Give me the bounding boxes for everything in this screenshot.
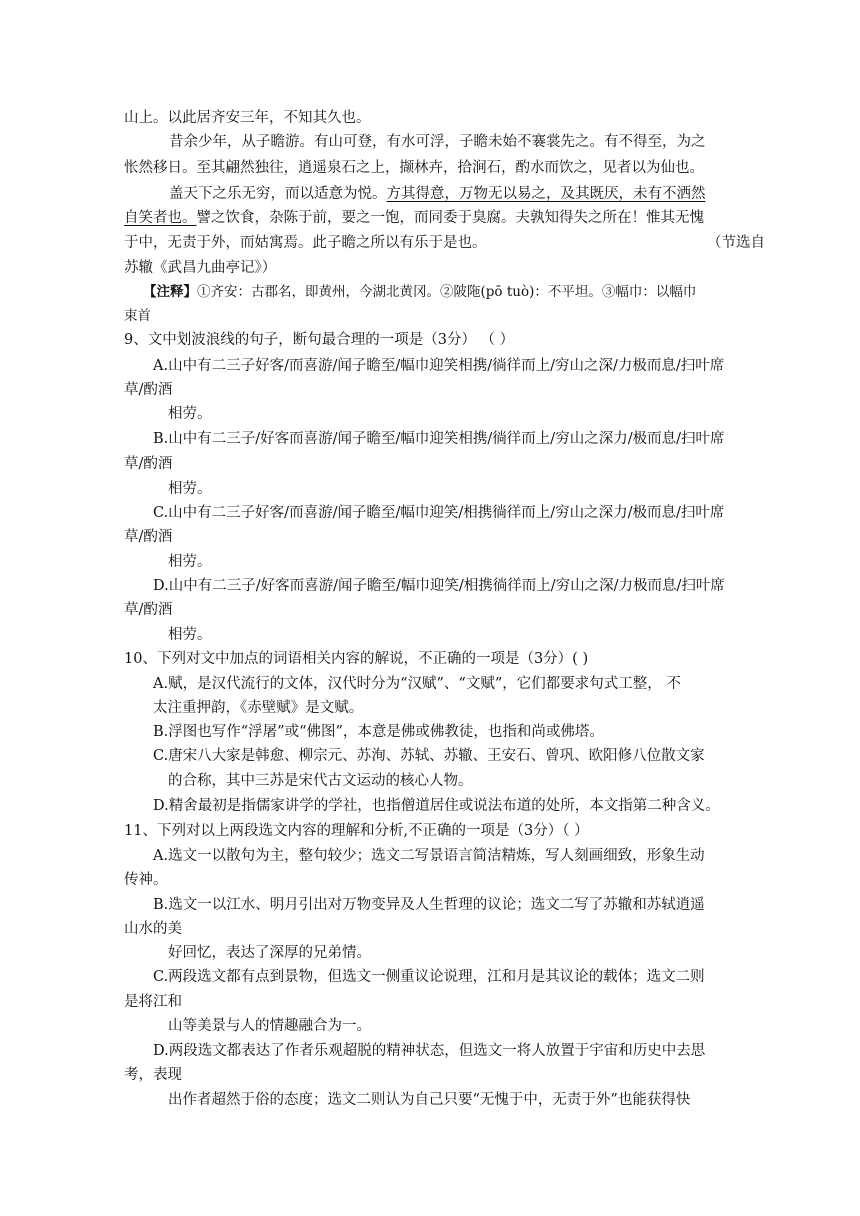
question-9-stem: 9、文中划波浪线的句子，断句最合理的一项是（3分） （ ） xyxy=(124,332,515,348)
q9-option-a-cont: 相劳。 xyxy=(168,406,212,422)
q10-option-a-cont: 太注重押韵，《赤壁赋》是文赋。 xyxy=(153,700,364,716)
passage-line: 于中，无责于外，而姑寓焉。此子瞻之所以有乐于是也。 xyxy=(124,235,487,251)
annotation-text: ①齐安：古郡名，即黄州，今湖北黄冈。②陂陁(pō tuò)：不平坦。③幅巾：以幅巾 xyxy=(197,284,697,300)
q11-option-d-cont: 考，表现 xyxy=(124,1067,182,1083)
annotation-line: 束首 xyxy=(124,308,151,324)
source-note: （节选自 xyxy=(707,235,765,251)
q11-option-c-cont: 山等美景与人的情趣融合为一。 xyxy=(168,1018,371,1034)
q11-option-b-cont: 山水的美 xyxy=(124,921,182,937)
q11-option-d-cont: 出作者超然于俗的态度；选文二则认为自己只要“无愧于中，无责于外”也能获得快 xyxy=(168,1092,691,1108)
q9-option-b-cont: 草/酌酒 xyxy=(124,456,173,472)
q11-option-b-cont: 好回忆，表达了深厚的兄弟情。 xyxy=(168,945,371,961)
annotation-line xyxy=(143,282,696,302)
passage-line: 昔余少年，从子瞻游。有山可登，有水可浮，子瞻未始不褰裳先之。有不得至，为之 xyxy=(169,134,706,150)
q11-option-b: B.选文一以江水、明月引出对万物变异及人生哲理的议论；选文二写了苏辙和苏轼逍遥 xyxy=(153,897,705,913)
q9-option-d: D.山中有二三子/好客而喜游/闻子瞻至/幅巾迎笑/相携徜徉而上/穷山之深/力极而息/扫叶席 xyxy=(153,578,725,594)
annotation-heading: 【注释】 xyxy=(143,284,197,300)
underlined-sentence: 自笑者也。 xyxy=(124,210,197,226)
q11-option-c-cont: 是将江和 xyxy=(124,994,182,1010)
underlined-sentence: 方其得意，万物无以易之，及其既厌，未有不洒然 xyxy=(386,186,706,202)
q11-option-a-cont: 传神。 xyxy=(124,872,168,888)
passage-line xyxy=(169,184,706,204)
q9-option-b-cont: 相劳。 xyxy=(168,481,212,497)
passage-line: 怅然移日。至其翩然独往，逍遥泉石之上，撷林卉，拾涧石，酌水而饮之，见者以为仙也。 xyxy=(124,160,704,176)
passage-line: 山上。以此居齐安三年，不知其久也。 xyxy=(124,110,371,126)
passage-line: 苏辙《武昌九曲亭记》） xyxy=(124,260,277,276)
q9-option-d-cont: 草/酌酒 xyxy=(124,602,173,618)
q9-option-b: B.山中有二三子/好客而喜游/闻子瞻至/幅巾迎笑相携/徜徉而上/穷山之深力/极而息/扫叶席 xyxy=(153,431,725,447)
q11-option-a: A.选文一以散句为主，整句较少；选文二写景语言简洁精炼，写人刻画细致，形象生动 xyxy=(153,848,705,864)
q11-option-c: C.两段选文都有点到景物，但选文一侧重议论说理，江和月是其议论的载体；选文二则 xyxy=(153,969,705,985)
q10-option-c-cont: 的合称，其中三苏是宋代古文运动的核心人物。 xyxy=(168,773,473,789)
passage-text: 譬之饮食，杂陈于前，要之一饱，而同委于臭腐。夫孰知得失之所在！惟其无愧 xyxy=(196,210,704,226)
passage-text: 盖天下之乐无穷，而以适意为悦。 xyxy=(169,186,387,202)
q9-option-c: C.山中有二三子好客/而喜游/闻子瞻至/幅巾迎笑/相携徜徉而上/穷山之深力/极而息/扫叶席 xyxy=(153,505,725,521)
question-11-stem: 11、下列对以上两段选文内容的理解和分析,不正确的一项是（3分）（ ） xyxy=(124,823,589,839)
q10-option-d: D.精舍最初是指儒家讲学的学社，也指僧道居住或说法布道的处所，本文指第二种含义。 xyxy=(153,798,720,814)
question-10-stem: 10、下列对文中加点的词语相关内容的解说，不正确的一项是（3分）( ) xyxy=(124,651,589,667)
q10-option-b: B.浮图也写作“浮屠”或“佛图”，本意是佛或佛教徒，也指和尚或佛塔。 xyxy=(153,724,604,740)
q11-option-d: D.两段选文都表达了作者乐观超脱的精神状态，但选文一将人放置于宇宙和历史中去思 xyxy=(153,1043,706,1059)
q9-option-a: A.山中有二三子好客/而喜游/闻子瞻至/幅巾迎笑相携/徜徉而上/穷山之深/力极而息/扫叶席 xyxy=(153,358,725,374)
q9-option-c-cont: 相劳。 xyxy=(168,554,212,570)
q10-option-a: A.赋，是汉代流行的文体，汉代时分为“汉赋”、“文赋”，它们都要求句式工整， 不 xyxy=(153,676,681,692)
q9-option-c-cont: 草/酌酒 xyxy=(124,529,173,545)
passage-line xyxy=(124,208,704,228)
q9-option-d-cont: 相劳。 xyxy=(168,627,212,643)
q9-option-a-cont: 草/酌酒 xyxy=(124,382,173,398)
q10-option-c: C.唐宋八大家是韩愈、柳宗元、苏洵、苏轼、苏辙、王安石、曾巩、欧阳修八位散文家 xyxy=(153,748,705,764)
